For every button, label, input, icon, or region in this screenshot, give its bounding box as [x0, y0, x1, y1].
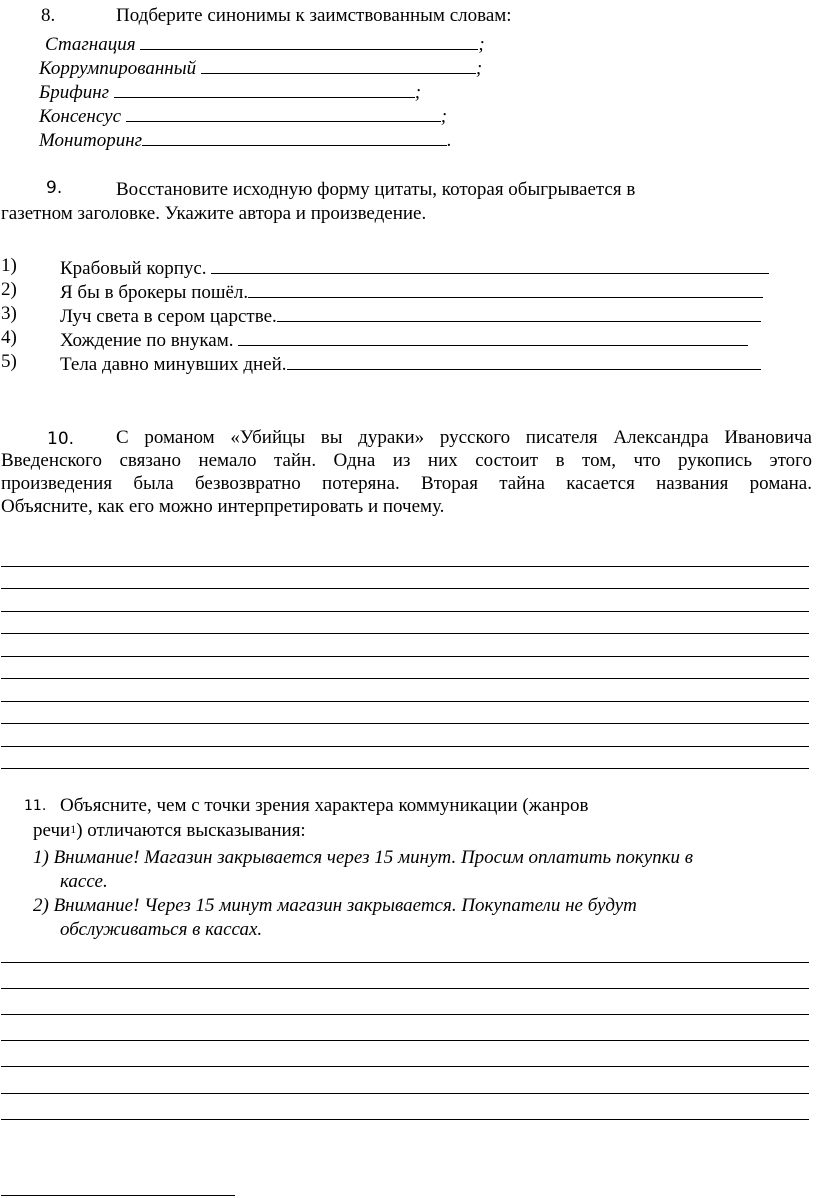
answer-line[interactable] [1, 1119, 809, 1120]
q11-prompt-line2: речи$^1$) отличаются высказывания: [33, 820, 306, 841]
answer-line[interactable] [1, 678, 809, 679]
q11-prompt-line1: Объясните, чем с точки зрения характера коммуникации (жанров [60, 795, 589, 816]
answer-blank[interactable] [142, 128, 447, 146]
answer-line[interactable] [1, 723, 809, 724]
answer-line[interactable] [1, 633, 809, 634]
footnote-separator [1, 1195, 235, 1196]
q9-item-2: 2) Я бы в брокеры пошёл. [1, 280, 791, 299]
answer-line[interactable] [1, 1093, 809, 1094]
q9-item-3: 3) Луч света в сером царстве. [1, 304, 791, 323]
answer-line[interactable] [1, 588, 809, 589]
answer-blank[interactable] [201, 56, 476, 74]
answer-blank[interactable] [248, 280, 763, 298]
q9-prompt-line2: газетном заголовке. Укажите автора и произведение. [1, 203, 427, 224]
q11-statement-1-line1: 1) Внимание! Магазин закрывается через 15 минут. Просим оплатить покупки в [33, 847, 694, 868]
q8-item-5: Мониторинг . [39, 130, 452, 151]
answer-line[interactable] [1, 1014, 809, 1015]
answer-blank[interactable] [277, 304, 761, 322]
answer-blank[interactable] [140, 32, 478, 50]
q11-statement-1-line2: кассе. [60, 871, 108, 892]
answer-blank[interactable] [238, 328, 748, 346]
answer-line[interactable] [1, 988, 809, 989]
q9-item-4: 4) Хождение по внукам. [1, 328, 791, 347]
answer-blank[interactable] [126, 104, 441, 122]
q10-number: 10. [47, 429, 75, 449]
answer-line[interactable] [1, 1066, 809, 1067]
answer-blank[interactable] [114, 80, 415, 98]
q9-prompt-line1: Восстановите исходную форму цитаты, которая обыгрывается в [116, 179, 636, 200]
footnote-mark: 1 [70, 822, 77, 836]
q9-item-1: 1) Крабовый корпус. [1, 256, 791, 275]
q11-statement-2-line2: обслуживаться в кассах. [60, 919, 263, 940]
answer-line[interactable] [1, 566, 809, 567]
answer-line[interactable] [1, 1040, 809, 1041]
answer-line[interactable] [1, 746, 809, 747]
answer-line[interactable] [1, 611, 809, 612]
q11-statement-2-line1: 2) Внимание! Через 15 минут магазин закрывается. Покупатели не будут [33, 895, 637, 916]
q8-item-2: Коррумпированный ; [39, 58, 483, 79]
q8-item-3: Брифинг ; [39, 82, 422, 103]
answer-line[interactable] [1, 962, 809, 963]
q8-number: 8. [41, 5, 56, 26]
q8-item-4: Консенсус ; [39, 106, 448, 127]
answer-blank[interactable] [211, 256, 769, 274]
q10-text: С романом «Убийцы вы дураки» русского писателя Александра Ивановича Введенского связано немало тайн. Одна из них состоит в том, что рукопись этого произведения была безвозвратно потеряна. Вторая тайна касается названия романа. Объясните, как его можно интерпретировать и почему. [1, 427, 812, 517]
q9-item-5: 5) Тела давно минувших дней. [1, 352, 791, 371]
q9-number: 9. [46, 178, 63, 198]
q8-item-1: Стагнация ; [45, 34, 485, 55]
answer-line[interactable] [1, 768, 809, 769]
q8-prompt: Подберите синонимы к заимствованным словам: [116, 5, 512, 26]
answer-line[interactable] [1, 656, 809, 657]
q11-number: 11. [24, 798, 47, 814]
answer-line[interactable] [1, 701, 809, 702]
answer-blank[interactable] [287, 352, 761, 370]
